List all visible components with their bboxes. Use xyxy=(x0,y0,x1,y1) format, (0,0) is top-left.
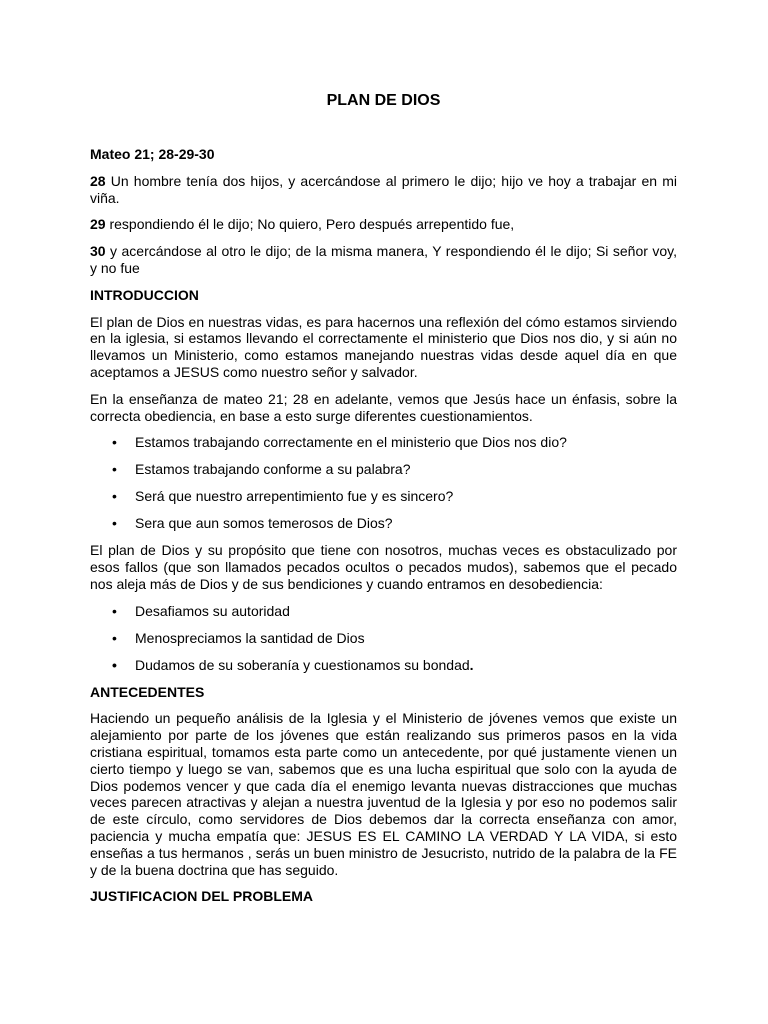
intro-paragraph-3: El plan de Dios y su propósito que tiene con nosotros, muchas veces es obstaculizado por esos fallos (que son llamados pecados ocultos o pecados mudos), sabemos que el pecado nos aleja más de Dios y de sus bendiciones y cuando entramos en desobediencia: xyxy=(90,542,677,592)
bullet-icon: • xyxy=(112,602,117,619)
section-heading-antecedentes: ANTECEDENTES xyxy=(90,683,205,700)
verse-30 xyxy=(90,243,677,277)
document-body xyxy=(90,91,677,915)
verse-28 xyxy=(90,173,677,207)
verse-29 xyxy=(90,216,677,233)
bullet-icon: • xyxy=(112,629,117,646)
list-item: • Estamos trabajando conforme a su palabra? xyxy=(112,461,411,478)
verse-text: respondiendo él le dijo; No quiero, Pero después arrepentido fue, xyxy=(105,216,515,233)
intro-paragraph-2: En la enseñanza de mateo 21; 28 en adelante, vemos que Jesús hace un énfasis, sobre la correcta obediencia, en base a esto surge diferentes cuestionamientos. xyxy=(90,390,677,424)
verse-number: 29 xyxy=(90,216,106,233)
list-item: • Será que nuestro arrepentimiento fue y es sincero? xyxy=(112,488,454,505)
bullet-icon: • xyxy=(112,515,117,532)
list-item: • Estamos trabajando correctamente en el ministerio que Dios nos dio? xyxy=(112,434,567,451)
verse-number: 30 xyxy=(90,243,106,260)
bullet-icon: • xyxy=(112,656,117,673)
bullet-icon: • xyxy=(112,434,117,451)
verse-text: y acercándose al otro le dijo; de la misma manera, Y respondiendo él le dijo; Si señor voy, y no fue xyxy=(90,243,677,276)
section-heading-justificacion: JUSTIFICACION DEL PROBLEMA xyxy=(90,888,313,905)
scripture-reference: Mateo 21; 28-29-30 xyxy=(90,146,215,162)
list-item: • Dudamos de su soberanía y cuestionamos su bondad. xyxy=(112,656,474,673)
bullet-icon: • xyxy=(112,488,117,505)
list-item: • Desafiamos su autoridad xyxy=(112,602,290,619)
section-heading-introduccion: INTRODUCCION xyxy=(90,286,199,303)
verse-number: 28 xyxy=(90,172,106,189)
bullet-icon: • xyxy=(112,461,117,478)
intro-paragraph-1: El plan de Dios en nuestras vidas, es para hacernos una reflexión del cómo estamos sirviendo en la iglesia, si estamos llevando el correctamente el ministerio que Dios nos dio, y si aún no llevamos un Ministerio, como estamos manejando nuestras vidas desde aquel día en que aceptamos a JESUS como nuestro señor y salvador. xyxy=(90,313,677,380)
background-paragraph: Haciendo un pequeño análisis de la Iglesia y el Ministerio de jóvenes vemos que existe un alejamiento por parte de los jóvenes que están realizando sus primeros pasos en la vida cristiana espiritual, tomamos esta parte como un antecedente, por qué justamente vienen un cierto tiempo y luego se van, sabemos que es una lucha espiritual que solo con la ayuda de Dios podemos vencer y que cada día el enemigo levanta nuevas distracciones que muchas veces parecen atractivas y alejan a nuestra juventud de la Iglesia y por eso no podemos salir de este círculo, como servidores de Dios debemos dar la correcta enseñanza con amor, paciencia y mucha empatía que: JESUS ES EL CAMINO LA VERDAD Y LA VIDA, si esto enseñas a tus hermanos , serás un buen ministro de Jesucristo, nutrido de la palabra de la FE y de la buena doctrina que has seguido. xyxy=(90,710,677,878)
verse-text: Un hombre tenía dos hijos, y acercándose al primero le dijo; hijo ve hoy a trabajar en mi viña. xyxy=(90,172,677,206)
questions-list xyxy=(90,434,677,532)
effects-list xyxy=(90,603,677,674)
list-item: • Sera que aun somos temerosos de Dios? xyxy=(112,515,393,532)
list-item: • Menospreciamos la santidad de Dios xyxy=(112,629,365,646)
document-title: PLAN DE DIOS xyxy=(326,92,441,109)
